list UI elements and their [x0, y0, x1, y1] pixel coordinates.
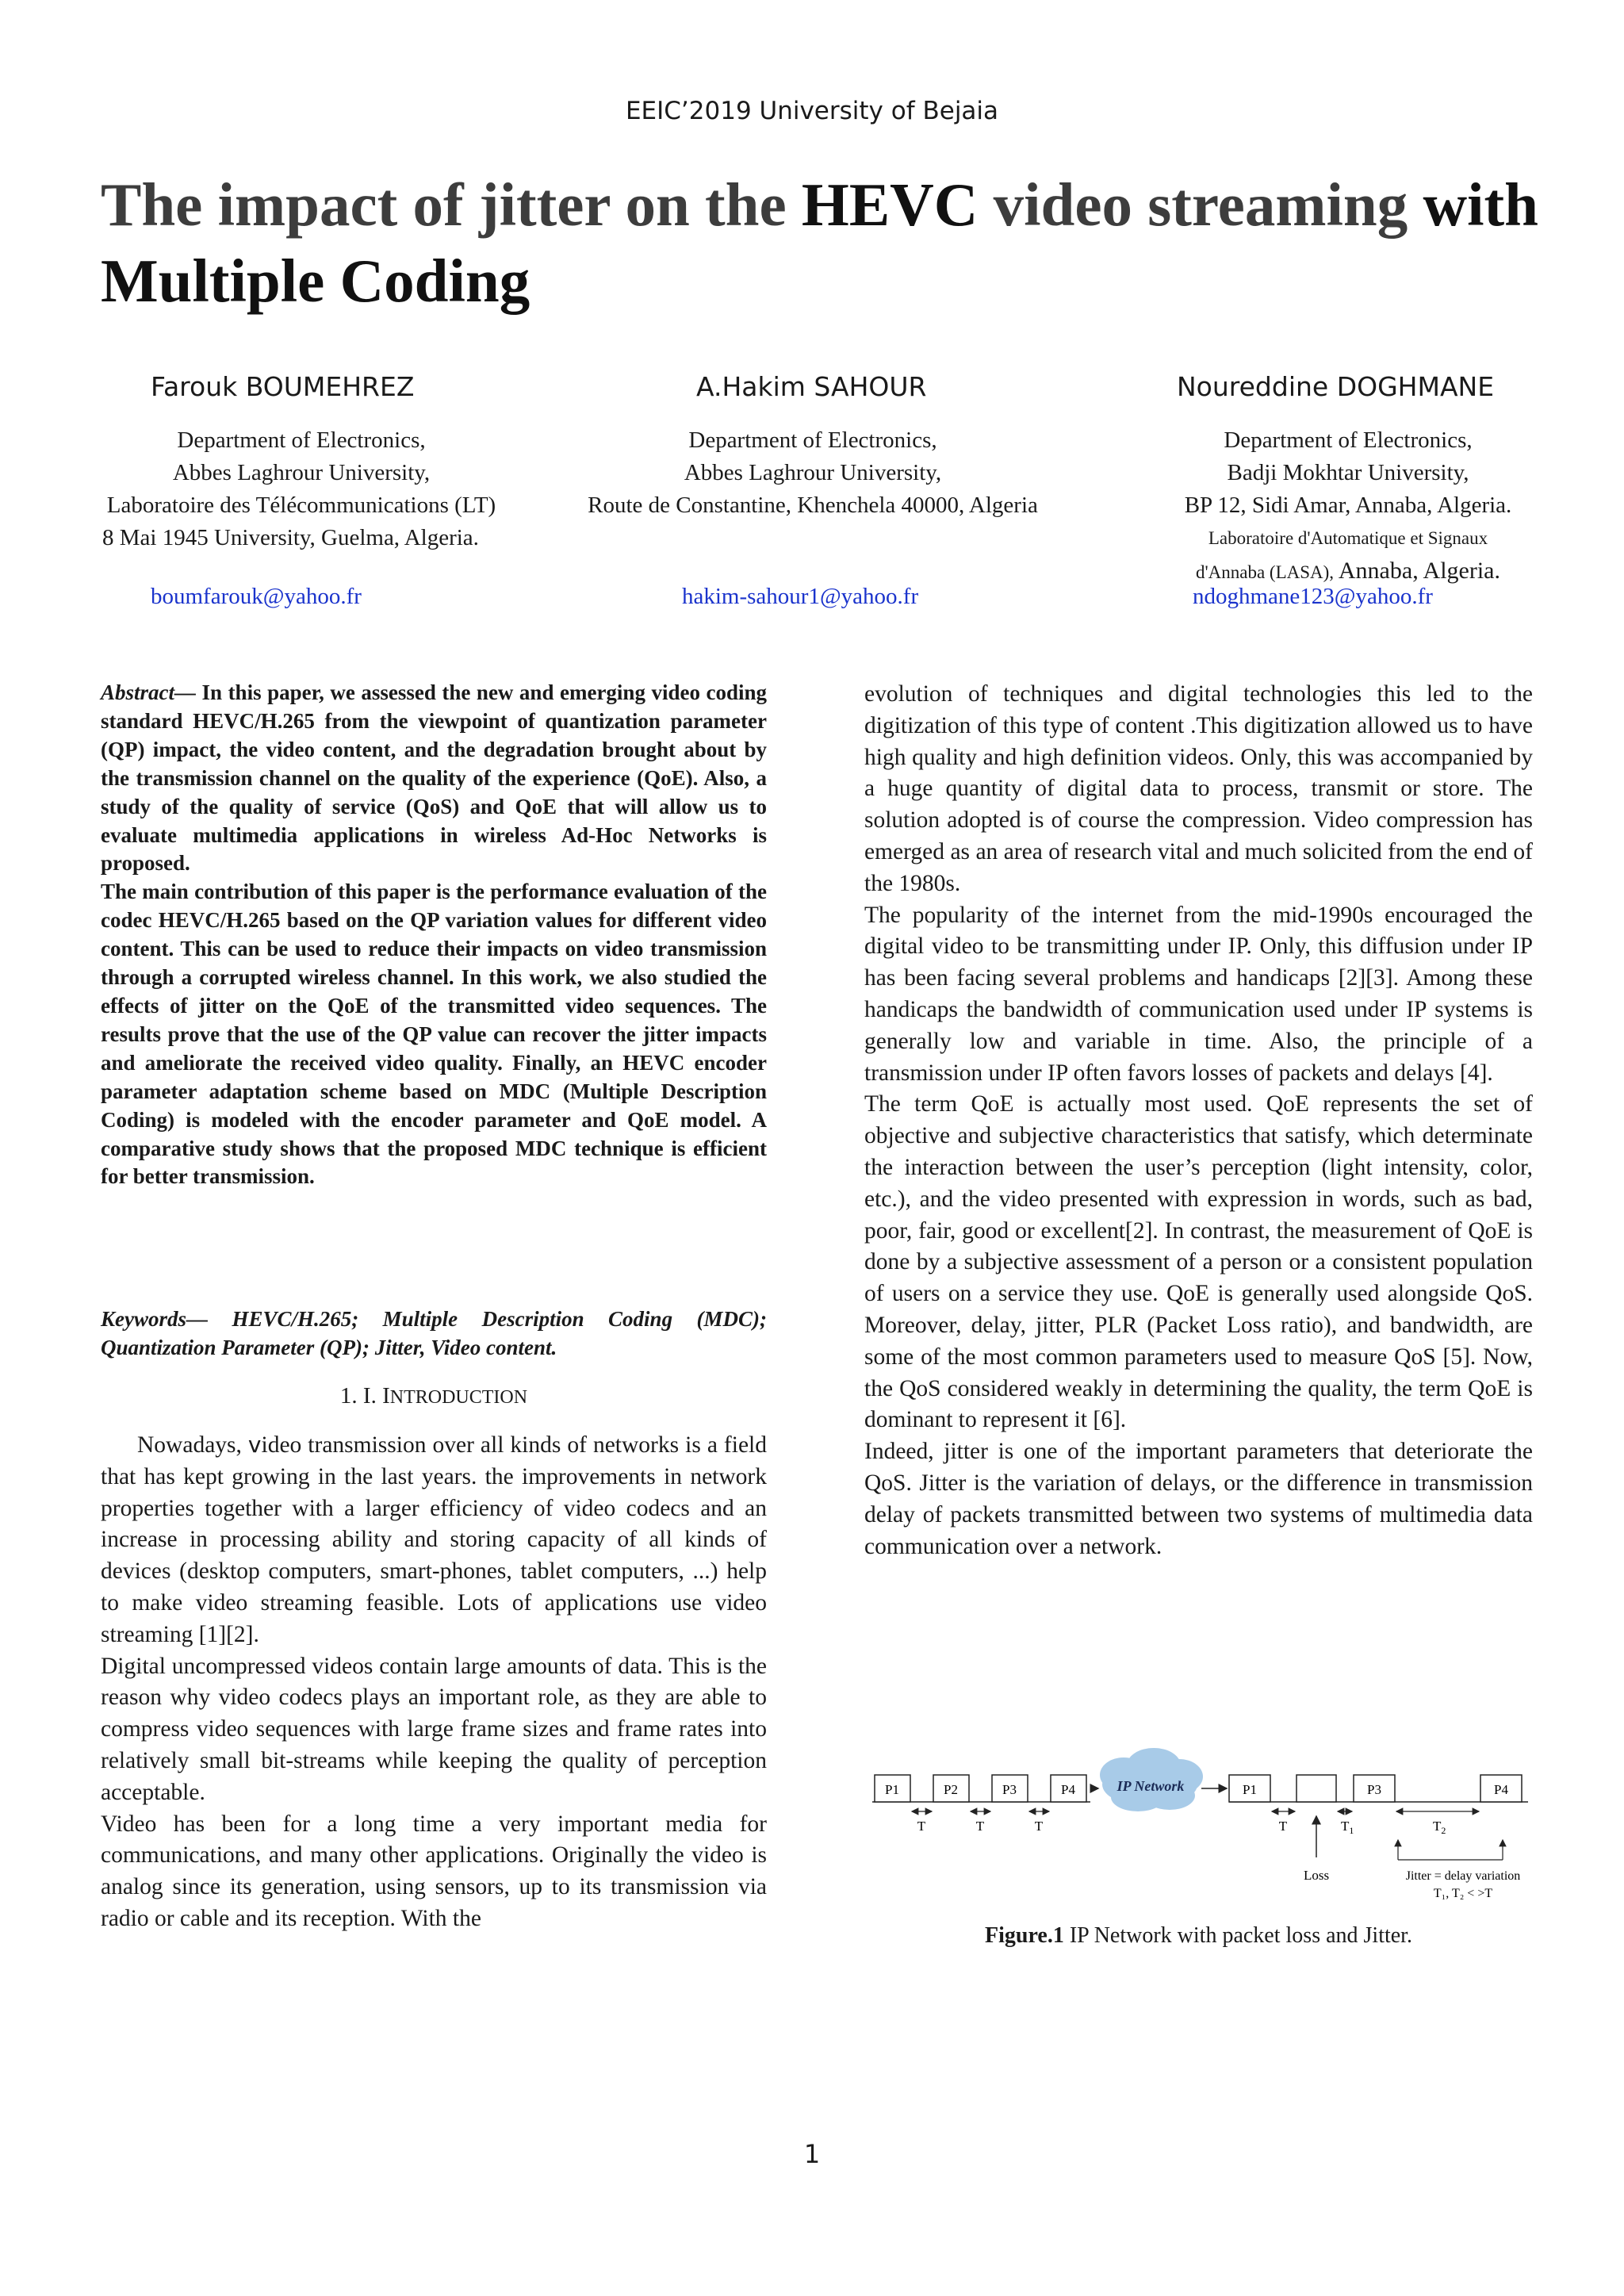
abstract-paragraph-1: [101, 679, 767, 878]
packet-label: P4: [1494, 1782, 1508, 1797]
section-heading: [101, 1383, 767, 1409]
abstract-text: In this paper, we assessed the new and emerging video coding standard HEVC/H.265 from the viewpoint of quantization parameter (QP) impact, the video content, and the degradation brought about by the transmission channel on the quality of the experience (QoE). Also, a study of the quality of service (QoS) and QoE that will allow us to evaluate multimedia applications in wireless Ad-Hoc Networks is proposed.: [101, 680, 767, 876]
t1-base: T: [1341, 1819, 1350, 1834]
author-email-3[interactable]: ndoghmane123@yahoo.fr: [1193, 584, 1433, 609]
affiliation-line: Route de Constantine, Khenchela 40000, Algeria: [588, 493, 1038, 518]
affiliation-small: d'Annaba (LASA),: [1195, 562, 1335, 582]
text-run: ideo transmission over all kinds of networks is a field that has kept growing in the last years. the improvements in network properties together with a larger efficiency of video codecs and an increase in processing ability and storing capacity of all kinds of devices (desktop computers, smart-phones, tablet computers, ...) help to make video streaming feasible. Lots of applications use video streaming [1][2].: [101, 1432, 767, 1647]
section-number: 1. I. I: [339, 1383, 390, 1409]
affiliation-line: Abbes Laghrour University,: [172, 460, 431, 485]
figure-ip-network: [868, 1745, 1534, 1927]
running-header: EEIC’2019 University of Bejaia: [625, 97, 999, 125]
packet-label: P1: [1243, 1782, 1257, 1797]
text-run: Nowadays,: [137, 1432, 248, 1458]
affiliation-line: Department of Electronics,: [1224, 427, 1473, 453]
affiliation-line: 8 Mai 1945 University, Guelma, Algeria.: [102, 525, 479, 550]
packet-label: P2: [944, 1782, 958, 1797]
jitter-label: Jitter = delay variation: [1405, 1869, 1521, 1883]
page-number: 1: [803, 2139, 821, 2169]
title-part: with: [1423, 171, 1538, 239]
caption-text: IP Network with packet loss and Jitter.: [1063, 1923, 1412, 1948]
right-column-body: [864, 679, 1533, 1562]
lost-packet-box: [1297, 1775, 1336, 1802]
t1-label: [1341, 1819, 1354, 1836]
left-column-body: [101, 1429, 767, 1935]
jitter-condition: T₁, T₂ < >T: [1433, 1887, 1493, 1900]
affiliation-line: Laboratoire d'Automatique et Signaux: [1208, 528, 1488, 548]
body-paragraph: Video has been for a long time a very important media for communications, and many other applications. Originally the video is analog since its generation, using sensors, up to its transmission via radio or cable and its reception. With the: [101, 1811, 767, 1931]
t2-label: [1433, 1819, 1446, 1836]
body-paragraph: Digital uncompressed videos contain large amounts of data. This is the reason why video codecs plays an important role, as they are able to compress video sequences with large frame sizes and frame rates into relatively small bit-streams while keeping the quality of perception acceptable.: [101, 1653, 767, 1805]
packet-label: P4: [1061, 1782, 1075, 1797]
section-title: NTRODUCTION: [389, 1387, 528, 1408]
t2-base: T: [1433, 1819, 1442, 1834]
packet-label: P1: [885, 1782, 899, 1797]
t1-sub: 1: [1349, 1825, 1354, 1836]
body-paragraph: The term QoE is actually most used. QoE represents the set of objective and subjective characteristics that satisfy, which determinate the interaction between the user’s perception (light intensity, color, etc.), and the video presented with expression in words, such as bad, poor, fair, good or excellent[2]. In contrast, the measurement of QoE is done by a subjective assessment of a person or a consistent population of users on a service they use. QoE is generally used alongside QoS. Moreover, delay, jitter, PLR (Packet Loss ratio), and bandwidth, are some of the most common parameters used to measure QoS [5]. Now, the QoS considered weakly in determining the quality, the term QoE is dominant to represent it [6].: [864, 1091, 1533, 1433]
t-label: T: [975, 1819, 985, 1834]
caption-label: Figure.1: [985, 1923, 1064, 1948]
t-label: T: [1278, 1819, 1288, 1834]
keywords: Keywords— HEVC/H.265; Multiple Description Coding (MDC); Quantization Parameter (QP); Jitter, Video content.: [101, 1307, 767, 1359]
body-paragraph: Indeed, jitter is one of the important parameters that deteriorate the QoS. Jitter is the variation of delays, or the difference in transmission delay of packets transmitted between two systems of multimedia data communication over a network.: [864, 1439, 1533, 1559]
text-run: v: [247, 1432, 262, 1458]
author-affiliation-2: [555, 424, 1071, 522]
t2-sub: 2: [1441, 1825, 1446, 1836]
abstract-label: Abstract—: [101, 680, 197, 704]
author-name-3: Noureddine DOGHMANE: [1177, 371, 1495, 402]
author-affiliation-1: [79, 424, 523, 554]
cloud-label: IP Network: [1116, 1778, 1185, 1794]
packet-label: P3: [1367, 1782, 1381, 1797]
affiliation-line: Department of Electronics,: [688, 427, 937, 453]
author-name-1: Farouk BOUMEHREZ: [151, 371, 415, 402]
title-part: The impact of jitter on the: [101, 171, 802, 239]
body-paragraph: evolution of techniques and digital technologies this led to the digitization of this type of content .This digitization allowed us to have high quality and high definition videos. Only, this was accompanied by a huge quantity of digital data to process, transmit or store. The solution adopted is of course the compression. Video compression has emerged as an area of research vital and much solicited from the end of the 1980s.: [864, 681, 1533, 896]
affiliation-line: BP 12, Sidi Amar, Annaba, Algeria.: [1184, 493, 1512, 518]
affiliation-line: Laboratoire des Télécommunications (LT): [106, 493, 496, 518]
figure-caption: [864, 1923, 1533, 1949]
affiliation-line: Abbes Laghrour University,: [684, 460, 942, 485]
author-email-1[interactable]: boumfarouk@yahoo.fr: [151, 584, 362, 609]
abstract-paragraph-2: The main contribution of this paper is the performance evaluation of the codec HEVC/H.265 based on the QP variation values for different video content. This can be used to reduce their impacts on video transmission through a corrupted wireless channel. In this work, we also studied the effects of jitter on the QoE of the transmitted video sequences. The results prove that the use of the QP value can recover the jitter impacts and ameliorate the received video quality. Finally, an HEVC encoder parameter adaptation scheme based on MDC (Multiple Description Coding) is modeled with the encoder parameter and QoE model. A comparative study shows that the proposed MDC technique is efficient for better transmission.: [101, 880, 767, 1189]
author-affiliation-3: [1142, 424, 1554, 588]
loss-label: Loss: [1303, 1868, 1330, 1883]
author-name-2: A.Hakim SAHOUR: [696, 371, 927, 402]
paper-title: [101, 167, 1552, 319]
title-part: video streaming: [978, 171, 1423, 239]
title-part: HEVC: [801, 171, 979, 239]
body-paragraph: [101, 1429, 767, 1651]
abstract: [101, 679, 767, 1191]
author-email-2[interactable]: hakim-sahour1@yahoo.fr: [682, 584, 919, 609]
affiliation-big: Annaba, Algeria.: [1334, 558, 1500, 584]
packet-label: P3: [1002, 1782, 1017, 1797]
affiliation-line: Badji Mokhtar University,: [1227, 460, 1469, 485]
t-label: T: [917, 1819, 926, 1834]
body-paragraph: The popularity of the internet from the mid-1990s encouraged the digital video to be transmitting under IP. Only, this diffusion under IP has been facing several problems and handicaps [2][3]. Among these handicaps the bandwidth of communication used under IP systems is generally low and variable in time. Also, the principle of a transmission under IP often favors losses of packets and delays [4].: [864, 902, 1533, 1086]
title-line2: Multiple Coding: [101, 247, 530, 315]
t-label: T: [1034, 1819, 1044, 1834]
affiliation-line: Department of Electronics,: [177, 427, 426, 453]
